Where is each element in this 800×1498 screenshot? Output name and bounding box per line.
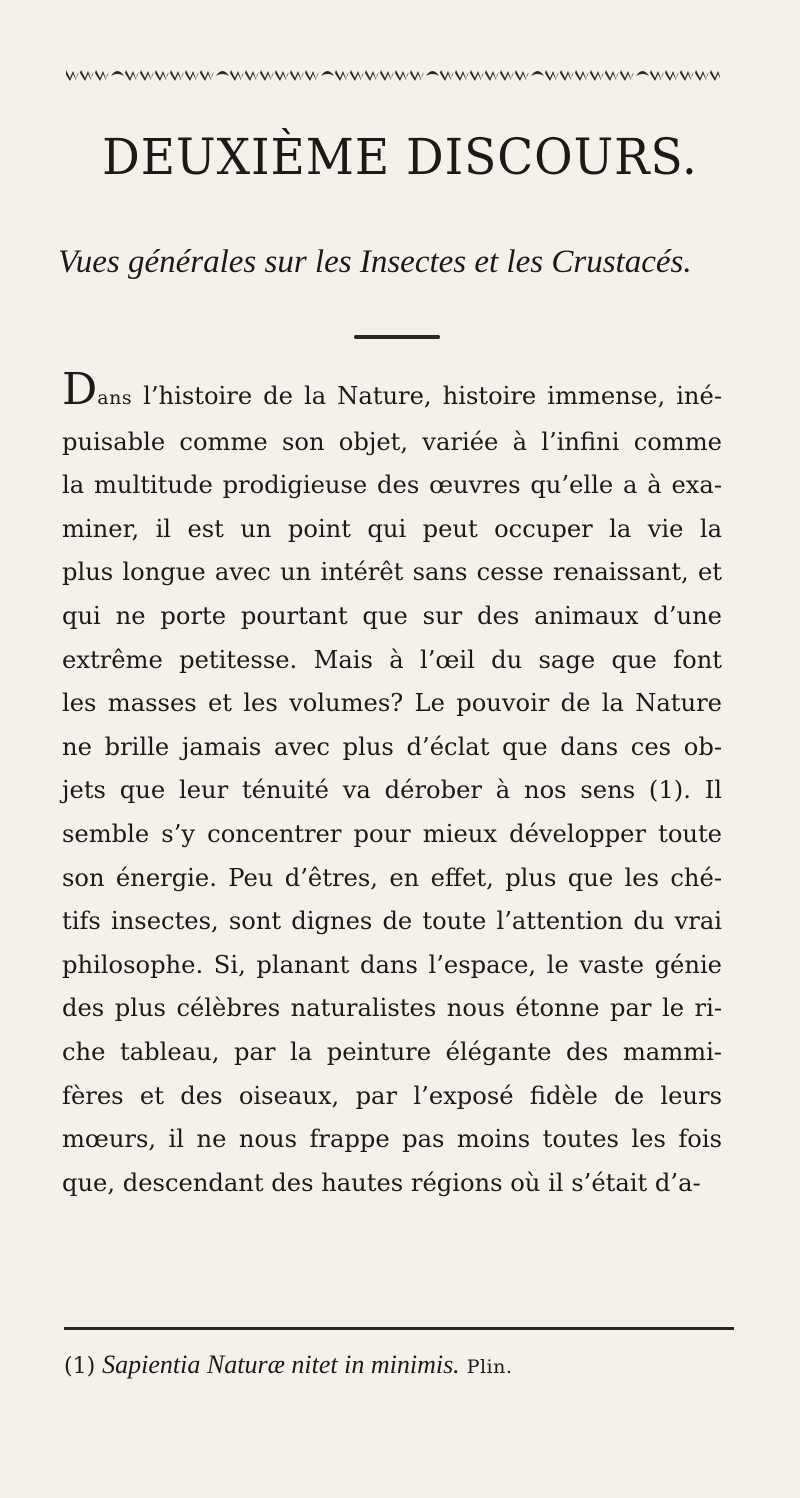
ornament-mark	[66, 70, 79, 81]
ornament-mark	[350, 70, 364, 81]
ornament-mark	[470, 70, 484, 81]
ornament-mark	[680, 70, 694, 81]
ornament-mark	[500, 70, 514, 81]
text-line: que, descendant des hautes régions où il s’était d’a-	[62, 1168, 701, 1197]
text-line-content: l’histoire de la Nature, histoire immense, iné-	[132, 382, 722, 410]
ornament-mark	[395, 70, 409, 81]
drop-cap: D	[62, 364, 98, 415]
decorative-border-ornament	[66, 66, 720, 82]
ornament-mark	[545, 70, 559, 81]
ornament-mark	[185, 70, 199, 81]
chapter-title: DEUXIÈME DISCOURS.	[102, 128, 698, 186]
text-line: semble s’y concentrer pour mieux développer toute	[62, 819, 722, 848]
text-line	[62, 364, 722, 421]
footnote-quote: Sapientia Naturæ nitet in minimis.	[102, 1350, 460, 1379]
ornament-mark	[140, 70, 154, 81]
ornament-mark	[695, 70, 709, 81]
ornament-mark	[531, 71, 544, 76]
ornament-mark	[515, 70, 529, 81]
footnote	[64, 1350, 512, 1380]
ornament-mark	[650, 70, 664, 81]
text-line: mœurs, il ne nous frappe pas moins toutes les fois	[62, 1125, 722, 1154]
text-line: fères et des oiseaux, par l’exposé fidèle de leurs	[62, 1081, 722, 1110]
ornament-mark	[590, 70, 604, 81]
ornament-mark	[260, 70, 274, 81]
ornament-mark	[200, 70, 214, 81]
ornament-mark	[455, 70, 469, 81]
ornament-mark	[80, 70, 94, 81]
text-line: tifs insectes, sont dignes de toute l’attention du vrai	[62, 907, 722, 936]
text-line: extrême petitesse. Mais à l’œil du sage que font	[62, 645, 722, 674]
ornament-mark	[245, 70, 259, 81]
ornament-mark	[440, 70, 454, 81]
ornament-mark	[95, 70, 109, 81]
ornament-mark	[125, 70, 139, 81]
text-line: les masses et les volumes? Le pouvoir de la Nature	[62, 689, 722, 718]
ornament-mark	[321, 71, 334, 76]
text-line: puisable comme son objet, variée à l’infini comme	[62, 427, 722, 456]
ornament-mark	[426, 71, 439, 76]
text-line: des plus célèbres naturalistes nous étonne par le ri-	[62, 994, 722, 1023]
ornament-mark	[305, 70, 319, 81]
ornament-mark	[230, 70, 244, 81]
text-line: qui ne porte pourtant que sur des animaux d’une	[62, 601, 722, 630]
text-line: che tableau, par la peinture élégante des mammi-	[62, 1037, 722, 1066]
text-line: plus longue avec un intérêt sans cesse renaissant, et	[62, 558, 722, 587]
drop-cap-rest: ans	[97, 387, 133, 409]
footnote-source: Plin.	[466, 1356, 513, 1378]
ornament-mark	[636, 71, 649, 76]
ornament-mark	[665, 70, 679, 81]
ornament-mark	[485, 70, 499, 81]
ornament-mark	[410, 70, 424, 81]
text-line: jets que leur ténuité va dérober à nos sens (1). Il	[62, 776, 722, 805]
chapter-subtitle: Vues générales sur les Insectes et les Crustacés.	[58, 244, 692, 280]
text-line: ne brille jamais avec plus d’éclat que dans ces ob-	[62, 732, 722, 761]
ornament-mark	[290, 70, 304, 81]
text-line: miner, il est un point qui peut occuper la vie la	[62, 514, 722, 543]
text-line: la multitude prodigieuse des œuvres qu’elle a à exa-	[62, 471, 722, 500]
ornament-mark	[620, 70, 634, 81]
ornament-mark	[575, 70, 589, 81]
ornament-mark	[365, 70, 379, 81]
footnote-marker: (1)	[64, 1354, 96, 1379]
ornament-mark	[605, 70, 619, 81]
ornament-mark	[155, 70, 169, 81]
ornament-mark	[560, 70, 574, 81]
ornament-mark	[170, 70, 184, 81]
section-divider	[354, 335, 440, 339]
ornament-mark	[111, 71, 124, 76]
ornament-mark	[275, 70, 289, 81]
ornament-mark	[216, 71, 229, 76]
ornament-mark	[380, 70, 394, 81]
footnote-divider	[64, 1327, 734, 1330]
ornament-mark	[710, 70, 720, 81]
text-line: philosophe. Si, planant dans l’espace, le vaste génie	[62, 950, 722, 979]
ornament-mark	[335, 70, 349, 81]
text-line: son énergie. Peu d’êtres, en effet, plus que les ché-	[62, 863, 722, 892]
body-paragraph	[62, 364, 722, 1205]
